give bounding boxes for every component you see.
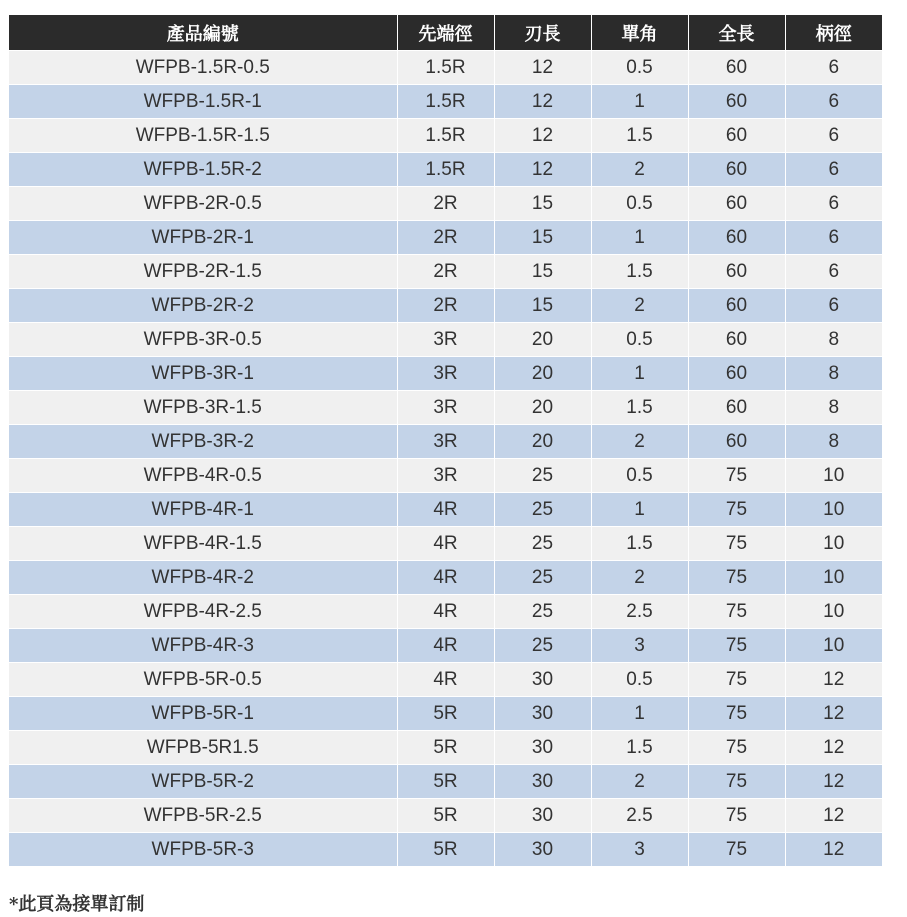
cell-tip-diameter: 1.5R [397,85,494,119]
cell-total-length: 75 [688,595,785,629]
table-header [9,15,882,51]
cell-shank-diameter: 10 [785,561,882,595]
cell-total-length: 75 [688,629,785,663]
cell-blade-length: 12 [494,153,591,187]
cell-total-length: 60 [688,153,785,187]
table-row [9,51,882,85]
header-tip-diameter: 先端徑 [397,15,494,51]
table-row [9,323,882,357]
cell-blade-length: 25 [494,561,591,595]
cell-product-code: WFPB-3R-2 [9,425,397,459]
cell-shank-diameter: 6 [785,119,882,153]
cell-single-angle: 1 [591,221,688,255]
cell-single-angle: 0.5 [591,187,688,221]
cell-blade-length: 30 [494,697,591,731]
cell-single-angle: 2 [591,153,688,187]
cell-product-code: WFPB-4R-2 [9,561,397,595]
cell-shank-diameter: 8 [785,357,882,391]
cell-single-angle: 1.5 [591,119,688,153]
cell-shank-diameter: 6 [785,51,882,85]
cell-tip-diameter: 3R [397,323,494,357]
table-row [9,153,882,187]
table-row [9,391,882,425]
cell-blade-length: 15 [494,289,591,323]
cell-total-length: 60 [688,85,785,119]
cell-blade-length: 15 [494,255,591,289]
cell-blade-length: 25 [494,629,591,663]
cell-tip-diameter: 3R [397,357,494,391]
header-shank-diameter: 柄徑 [785,15,882,51]
header-total-length: 全長 [688,15,785,51]
header-single-angle: 單角 [591,15,688,51]
cell-product-code: WFPB-1.5R-1.5 [9,119,397,153]
cell-single-angle: 2.5 [591,595,688,629]
cell-tip-diameter: 5R [397,833,494,867]
cell-tip-diameter: 5R [397,697,494,731]
cell-single-angle: 1.5 [591,731,688,765]
cell-single-angle: 0.5 [591,663,688,697]
table-row [9,221,882,255]
cell-product-code: WFPB-5R-1 [9,697,397,731]
cell-shank-diameter: 8 [785,391,882,425]
cell-shank-diameter: 6 [785,255,882,289]
table-row [9,663,882,697]
table-row [9,459,882,493]
table-row [9,697,882,731]
cell-total-length: 60 [688,323,785,357]
cell-tip-diameter: 5R [397,731,494,765]
cell-single-angle: 1.5 [591,527,688,561]
table-row [9,799,882,833]
cell-total-length: 60 [688,51,785,85]
cell-total-length: 60 [688,221,785,255]
cell-blade-length: 20 [494,323,591,357]
cell-total-length: 60 [688,391,785,425]
cell-tip-diameter: 4R [397,527,494,561]
table-row [9,289,882,323]
cell-shank-diameter: 6 [785,153,882,187]
cell-product-code: WFPB-3R-1 [9,357,397,391]
cell-blade-length: 30 [494,833,591,867]
cell-blade-length: 30 [494,799,591,833]
cell-shank-diameter: 10 [785,459,882,493]
cell-product-code: WFPB-1.5R-1 [9,85,397,119]
cell-product-code: WFPB-1.5R-0.5 [9,51,397,85]
cell-single-angle: 3 [591,833,688,867]
cell-product-code: WFPB-5R-2 [9,765,397,799]
cell-single-angle: 2 [591,561,688,595]
cell-total-length: 75 [688,493,785,527]
header-product-code: 產品編號 [9,15,397,51]
cell-total-length: 75 [688,561,785,595]
cell-tip-diameter: 4R [397,493,494,527]
cell-single-angle: 2 [591,425,688,459]
cell-single-angle: 3 [591,629,688,663]
table-row [9,85,882,119]
cell-total-length: 75 [688,765,785,799]
cell-total-length: 60 [688,425,785,459]
cell-blade-length: 20 [494,425,591,459]
cell-tip-diameter: 1.5R [397,51,494,85]
cell-shank-diameter: 10 [785,527,882,561]
cell-blade-length: 25 [494,595,591,629]
cell-shank-diameter: 12 [785,833,882,867]
header-row [9,15,882,51]
table-row [9,731,882,765]
table-row [9,561,882,595]
cell-tip-diameter: 1.5R [397,119,494,153]
cell-tip-diameter: 2R [397,289,494,323]
cell-single-angle: 1 [591,357,688,391]
cell-shank-diameter: 6 [785,187,882,221]
cell-single-angle: 1.5 [591,391,688,425]
cell-tip-diameter: 4R [397,629,494,663]
cell-single-angle: 0.5 [591,51,688,85]
footnote: *此頁為接單訂制 [9,894,145,915]
cell-single-angle: 0.5 [591,323,688,357]
cell-tip-diameter: 3R [397,425,494,459]
cell-tip-diameter: 3R [397,391,494,425]
cell-tip-diameter: 5R [397,765,494,799]
cell-shank-diameter: 12 [785,765,882,799]
cell-blade-length: 15 [494,187,591,221]
cell-blade-length: 12 [494,85,591,119]
cell-product-code: WFPB-4R-2.5 [9,595,397,629]
cell-shank-diameter: 12 [785,697,882,731]
table-row [9,493,882,527]
cell-shank-diameter: 12 [785,663,882,697]
cell-tip-diameter: 4R [397,663,494,697]
cell-product-code: WFPB-1.5R-2 [9,153,397,187]
cell-single-angle: 2 [591,765,688,799]
table-row [9,833,882,867]
cell-single-angle: 0.5 [591,459,688,493]
cell-blade-length: 25 [494,527,591,561]
cell-blade-length: 12 [494,119,591,153]
cell-total-length: 60 [688,119,785,153]
cell-shank-diameter: 6 [785,85,882,119]
cell-product-code: WFPB-2R-1.5 [9,255,397,289]
cell-tip-diameter: 2R [397,221,494,255]
cell-total-length: 75 [688,833,785,867]
cell-shank-diameter: 8 [785,425,882,459]
table-row [9,425,882,459]
cell-total-length: 75 [688,731,785,765]
table-row [9,187,882,221]
cell-product-code: WFPB-5R-3 [9,833,397,867]
cell-blade-length: 25 [494,493,591,527]
cell-blade-length: 30 [494,731,591,765]
cell-product-code: WFPB-3R-0.5 [9,323,397,357]
cell-product-code: WFPB-2R-1 [9,221,397,255]
cell-single-angle: 2.5 [591,799,688,833]
cell-single-angle: 1 [591,697,688,731]
cell-tip-diameter: 1.5R [397,153,494,187]
cell-product-code: WFPB-4R-0.5 [9,459,397,493]
cell-shank-diameter: 6 [785,289,882,323]
table-row [9,629,882,663]
cell-total-length: 60 [688,187,785,221]
cell-total-length: 60 [688,357,785,391]
cell-single-angle: 2 [591,289,688,323]
header-blade-length: 刃長 [494,15,591,51]
table-body [9,51,882,867]
cell-tip-diameter: 5R [397,799,494,833]
cell-shank-diameter: 6 [785,221,882,255]
cell-product-code: WFPB-4R-1.5 [9,527,397,561]
cell-product-code: WFPB-2R-0.5 [9,187,397,221]
cell-single-angle: 1 [591,493,688,527]
cell-shank-diameter: 12 [785,731,882,765]
cell-shank-diameter: 8 [785,323,882,357]
cell-shank-diameter: 12 [785,799,882,833]
cell-product-code: WFPB-5R1.5 [9,731,397,765]
cell-shank-diameter: 10 [785,595,882,629]
cell-total-length: 75 [688,799,785,833]
cell-tip-diameter: 2R [397,187,494,221]
cell-total-length: 75 [688,459,785,493]
cell-total-length: 75 [688,527,785,561]
cell-blade-length: 25 [494,459,591,493]
cell-tip-diameter: 2R [397,255,494,289]
cell-single-angle: 1.5 [591,255,688,289]
cell-total-length: 75 [688,697,785,731]
table-row [9,119,882,153]
cell-blade-length: 12 [494,51,591,85]
cell-single-angle: 1 [591,85,688,119]
cell-tip-diameter: 3R [397,459,494,493]
cell-total-length: 60 [688,255,785,289]
cell-tip-diameter: 4R [397,561,494,595]
cell-product-code: WFPB-4R-3 [9,629,397,663]
cell-blade-length: 30 [494,663,591,697]
cell-shank-diameter: 10 [785,629,882,663]
table-row [9,765,882,799]
table-row [9,255,882,289]
table-row [9,595,882,629]
cell-tip-diameter: 4R [397,595,494,629]
cell-shank-diameter: 10 [785,493,882,527]
cell-total-length: 75 [688,663,785,697]
cell-product-code: WFPB-4R-1 [9,493,397,527]
table-row [9,527,882,561]
cell-product-code: WFPB-5R-2.5 [9,799,397,833]
cell-blade-length: 30 [494,765,591,799]
cell-product-code: WFPB-3R-1.5 [9,391,397,425]
cell-blade-length: 20 [494,391,591,425]
cell-blade-length: 15 [494,221,591,255]
table-row [9,357,882,391]
cell-total-length: 60 [688,289,785,323]
cell-product-code: WFPB-5R-0.5 [9,663,397,697]
cell-blade-length: 20 [494,357,591,391]
cell-product-code: WFPB-2R-2 [9,289,397,323]
product-spec-table [9,15,882,866]
